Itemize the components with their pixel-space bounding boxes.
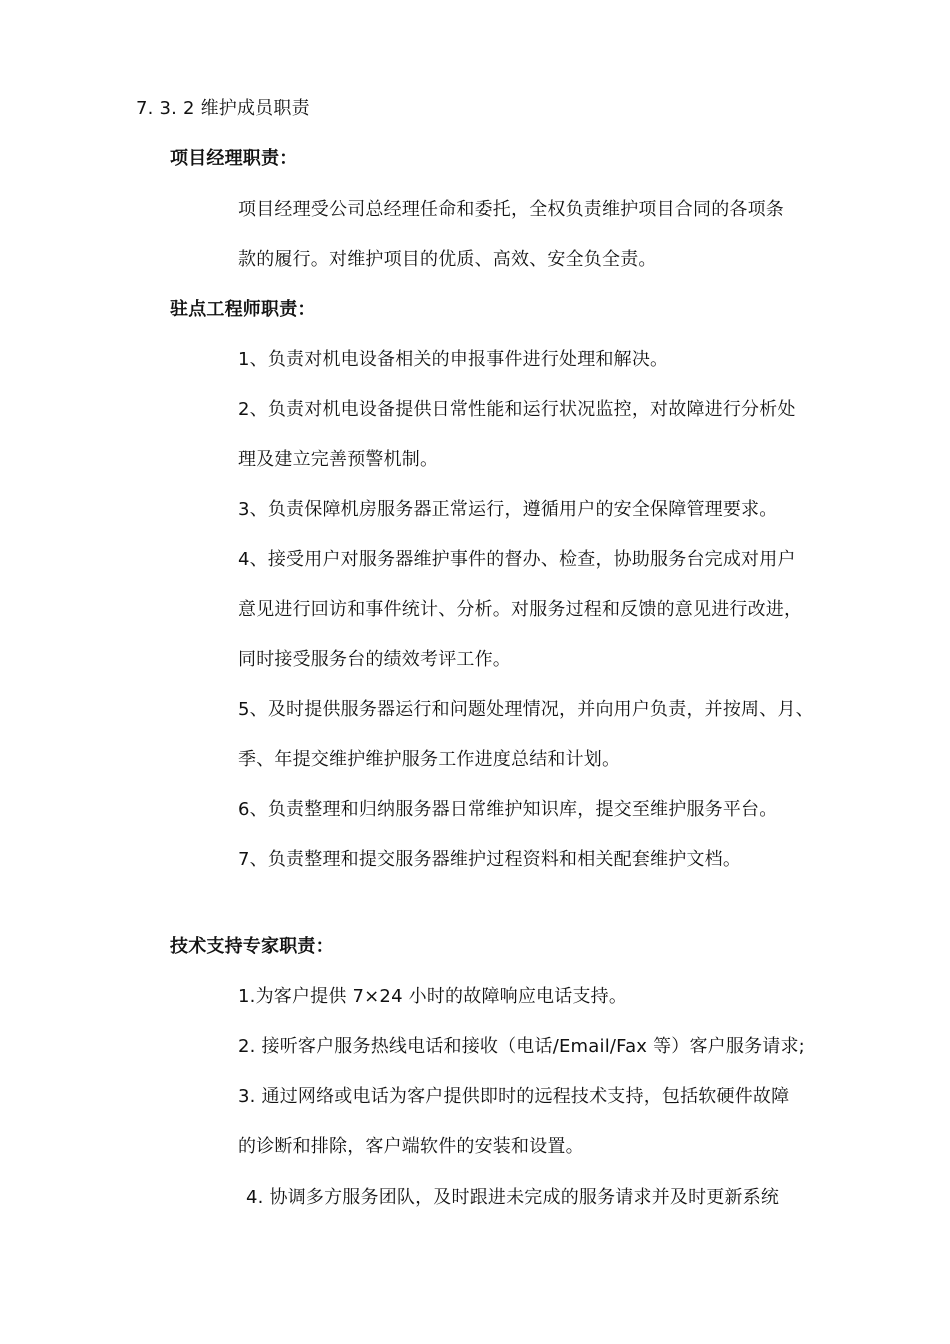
onsite-engineer-line-3: 理及建立完善预警机制。 bbox=[238, 449, 439, 470]
onsite-engineer-line-9: 季、年提交维护维护服务工作进度总结和计划。 bbox=[238, 749, 621, 770]
technical-support-heading: 技术支持专家职责： bbox=[170, 936, 334, 957]
technical-support-line-1: 1.为客户提供 7×24 小时的故障响应电话支持。 bbox=[238, 986, 628, 1007]
onsite-engineer-line-8: 5、及时提供服务器运行和问题处理情况，并向用户负责，并按周、月、 bbox=[238, 699, 814, 720]
technical-support-line-4: 的诊断和排除，客户端软件的安装和设置。 bbox=[238, 1136, 584, 1157]
onsite-engineer-line-11: 7、负责整理和提交服务器维护过程资料和相关配套维护文档。 bbox=[238, 849, 742, 870]
technical-support-line-5: 4. 协调多方服务团队，及时跟进未完成的服务请求并及时更新系统 bbox=[246, 1187, 780, 1208]
onsite-engineer-line-1: 1、负责对机电设备相关的申报事件进行处理和解决。 bbox=[238, 349, 669, 370]
onsite-engineer-heading: 驻点工程师职责： bbox=[170, 299, 316, 320]
project-manager-heading: 项目经理职责： bbox=[170, 148, 298, 169]
technical-support-line-2: 2. 接听客户服务热线电话和接收（电话/Email/Fax 等）客户服务请求; bbox=[238, 1036, 805, 1057]
onsite-engineer-line-10: 6、负责整理和归纳服务器日常维护知识库，提交至维护服务平台。 bbox=[238, 799, 778, 820]
section-title: 7. 3. 2 维护成员职责 bbox=[136, 98, 310, 119]
project-manager-line-1: 项目经理受公司总经理任命和委托，全权负责维护项目合同的各项条 bbox=[238, 199, 784, 220]
project-manager-line-2: 款的履行。对维护项目的优质、高效、安全负全责。 bbox=[238, 249, 657, 270]
onsite-engineer-line-6: 意见进行回访和事件统计、分析。对服务过程和反馈的意见进行改进， bbox=[238, 599, 803, 620]
onsite-engineer-line-7: 同时接受服务台的绩效考评工作。 bbox=[238, 649, 511, 670]
onsite-engineer-line-4: 3、负责保障机房服务器正常运行，遵循用户的安全保障管理要求。 bbox=[238, 499, 778, 520]
technical-support-line-3: 3. 通过网络或电话为客户提供即时的远程技术支持，包括软硬件故障 bbox=[238, 1086, 790, 1107]
onsite-engineer-line-5: 4、接受用户对服务器维护事件的督办、检查，协助服务台完成对用户 bbox=[238, 549, 796, 570]
onsite-engineer-line-2: 2、负责对机电设备提供日常性能和运行状况监控，对故障进行分析处 bbox=[238, 399, 796, 420]
